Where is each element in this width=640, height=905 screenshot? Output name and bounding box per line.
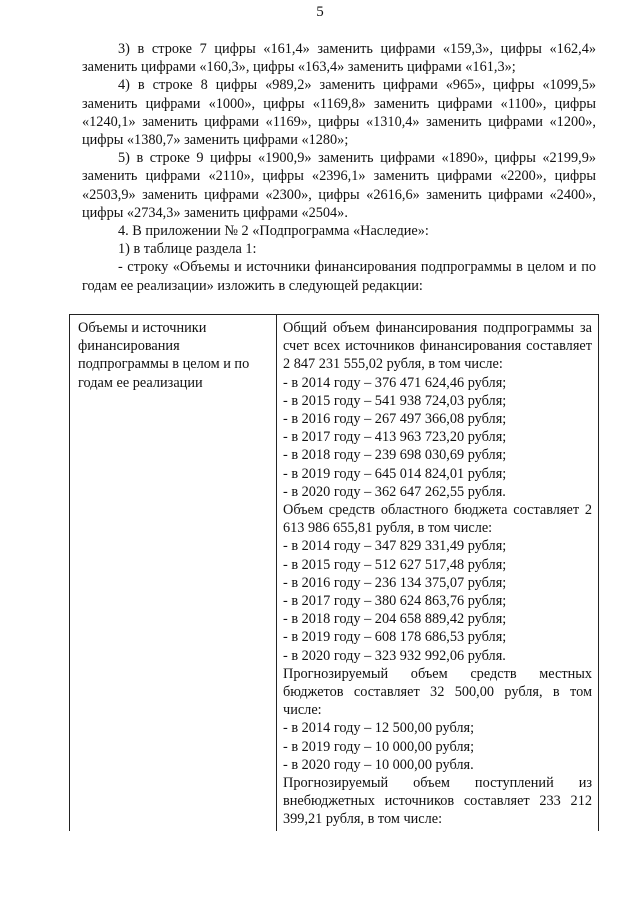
list-item: - в 2014 году – 12 500,00 рубля; <box>283 720 475 737</box>
list-item: - в 2015 году – 541 938 724,03 рубля; <box>283 392 507 409</box>
list-item: - в 2020 году – 362 647 262,55 рубля. <box>283 483 506 500</box>
list-item: - в 2016 году – 236 134 375,07 рубля; <box>283 574 507 591</box>
funding-details-cell <box>277 315 599 831</box>
amendment-item-4: 4) в строке 8 цифры «989,2» заменить цифрами «965», цифры «1099,5» заменить цифрами «1000», цифры «1169,8» заменить цифрами «1100», цифры «1240,1» заменить цифрами «1169», цифры «1310,4» заменить цифрами «1200», цифры «1380,7» заменить цифрами «1280»; <box>82 77 596 149</box>
document-body <box>82 40 596 295</box>
list-item: - в 2018 году – 239 698 030,69 рубля; <box>283 447 507 464</box>
replacement-instruction: - строку «Объемы и источники финансирования подпрограммы в целом и по годам ее реализации» изложить в следующей редакции: <box>82 259 596 294</box>
table-row <box>70 315 599 831</box>
local-budget-intro: Прогнозируемый объем средств местных бюджетов составляет 32 500,00 рубля, в том числе: <box>283 665 592 719</box>
sub-item-1: 1) в таблице раздела 1: <box>118 241 257 258</box>
total-funding-intro: Общий объем финансирования подпрограммы за счет всех источников финансирования составляет 2 847 231 555,02 рубля, в том числе: <box>283 320 592 373</box>
list-item: - в 2018 году – 204 658 889,42 рубля; <box>283 611 507 628</box>
list-item: - в 2019 году – 645 014 824,01 рубля; <box>283 465 507 482</box>
page-number: 5 <box>316 4 324 20</box>
amendment-item-5: 5) в строке 9 цифры «1900,9» заменить цифрами «1890», цифры «2199,9» заменить цифрами «2110», цифры «2396,1» заменить цифрами «2200», цифры «2503,9» заменить цифрами «2300», цифры «2616,6» заменить цифрами «2400», цифры «2734,3» заменить цифрами «2504». <box>82 150 596 221</box>
list-item: - в 2020 году – 10 000,00 рубля. <box>283 756 474 773</box>
list-item: - в 2019 году – 608 178 686,53 рубля; <box>283 629 507 646</box>
list-item: - в 2014 году – 347 829 331,49 рубля; <box>283 538 507 555</box>
list-item: - в 2016 году – 267 497 366,08 рубля; <box>283 411 507 428</box>
extrabudgetary-intro: Прогнозируемый объем поступлений из внебюджетных источников составляет 233 212 399,21 рубля, в том числе: <box>283 775 592 828</box>
list-item: - в 2019 году – 10 000,00 рубля; <box>283 738 475 755</box>
regional-budget-intro: Объем средств областного бюджета составляет 2 613 986 655,81 рубля, в том числе: <box>283 502 592 537</box>
row-label: Объемы и источники финансирования подпрограммы в целом и по годам ее реализации <box>78 320 250 391</box>
list-item: - в 2020 году – 323 932 992,06 рубля. <box>283 647 506 664</box>
list-item: - в 2017 году – 413 963 723,20 рубля; <box>283 429 507 446</box>
list-item: - в 2014 году – 376 471 624,46 рубля; <box>283 374 507 391</box>
row-label-cell <box>70 315 277 831</box>
list-item: - в 2015 году – 512 627 517,48 рубля; <box>283 556 507 573</box>
amendment-item-3: 3) в строке 7 цифры «161,4» заменить цифрами «159,3», цифры «162,4» заменить цифрами «160,3», цифры «163,4» заменить цифрами «161,3»; <box>82 41 596 76</box>
funding-table <box>69 314 599 831</box>
section-heading: 4. В приложении № 2 «Подпрограмма «Наследие»: <box>118 223 429 240</box>
list-item: - в 2017 году – 380 624 863,76 рубля; <box>283 593 507 610</box>
